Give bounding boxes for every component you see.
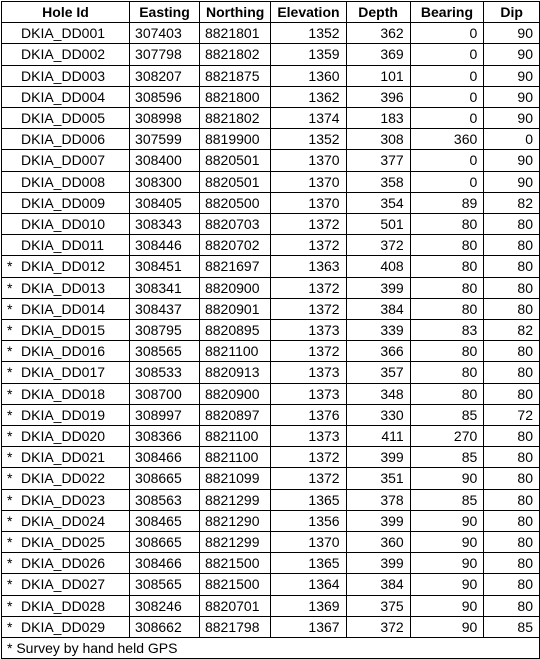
hole-id-cell [2, 277, 130, 298]
depth-cell: 358 [346, 171, 410, 192]
gps-survey-marker: * [7, 385, 13, 402]
northing-cell: 8821798 [199, 616, 270, 637]
bearing-cell: 89 [410, 192, 484, 213]
table-row [2, 510, 540, 531]
elevation-cell: 1365 [271, 553, 346, 574]
bearing-cell: 80 [410, 235, 484, 256]
easting-cell: 308343 [130, 214, 200, 235]
dip-cell: 80 [484, 298, 540, 319]
hole-id-cell [2, 108, 130, 129]
easting-cell: 308565 [130, 574, 200, 595]
easting-cell: 308795 [130, 320, 200, 341]
easting-cell: 308565 [130, 341, 200, 362]
hole-id: DKIA_DD008 [21, 173, 106, 190]
gps-survey-marker: * [7, 428, 13, 445]
easting-cell: 308596 [130, 86, 200, 107]
bearing-cell: 85 [410, 489, 484, 510]
bearing-cell: 80 [410, 256, 484, 277]
hole-id-cell [2, 65, 130, 86]
elevation-cell: 1372 [271, 214, 346, 235]
table-row [2, 341, 540, 362]
hole-id-cell [2, 320, 130, 341]
dip-cell: 82 [484, 192, 540, 213]
dip-cell: 80 [484, 383, 540, 404]
elevation-cell: 1352 [271, 23, 346, 44]
depth-cell: 348 [346, 383, 410, 404]
hole-id-cell [2, 362, 130, 383]
northing-cell: 8820702 [199, 235, 270, 256]
elevation-cell: 1362 [271, 86, 346, 107]
northing-cell: 8820901 [199, 298, 270, 319]
hole-id-cell [2, 150, 130, 171]
gps-survey-marker: * [7, 364, 13, 381]
dip-cell: 90 [484, 108, 540, 129]
hole-id: DKIA_DD024 [21, 512, 106, 529]
easting-cell: 308246 [130, 595, 200, 616]
gps-survey-marker: * [7, 343, 13, 360]
hole-id: DKIA_DD005 [21, 110, 106, 127]
elevation-cell: 1373 [271, 320, 346, 341]
hole-id-cell [2, 235, 130, 256]
elevation-cell: 1372 [271, 341, 346, 362]
easting-cell: 308451 [130, 256, 200, 277]
hole-id: DKIA_DD013 [21, 279, 106, 296]
elevation-cell: 1363 [271, 256, 346, 277]
northing-cell: 8820897 [199, 404, 270, 425]
dip-cell: 80 [484, 362, 540, 383]
table-row [2, 468, 540, 489]
northing-cell: 8820703 [199, 214, 270, 235]
hole-id: DKIA_DD012 [21, 258, 106, 275]
elevation-cell: 1372 [271, 298, 346, 319]
bearing-cell: 85 [410, 404, 484, 425]
hole-id: DKIA_DD004 [21, 88, 106, 105]
bearing-cell: 80 [410, 298, 484, 319]
bearing-cell: 80 [410, 341, 484, 362]
elevation-cell: 1372 [271, 235, 346, 256]
hole-id-cell [2, 214, 130, 235]
northing-cell: 8820900 [199, 277, 270, 298]
bearing-cell: 80 [410, 383, 484, 404]
depth-cell: 369 [346, 44, 410, 65]
bearing-cell: 0 [410, 86, 484, 107]
northing-cell: 8821800 [199, 86, 270, 107]
depth-cell: 351 [346, 468, 410, 489]
depth-cell: 378 [346, 489, 410, 510]
northing-cell: 8821100 [199, 341, 270, 362]
bearing-cell: 90 [410, 553, 484, 574]
table-row [2, 192, 540, 213]
easting-cell: 308997 [130, 404, 200, 425]
table-row [2, 574, 540, 595]
dip-cell: 80 [484, 447, 540, 468]
hole-id: DKIA_DD021 [21, 449, 106, 466]
depth-cell: 384 [346, 574, 410, 595]
dip-cell: 80 [484, 489, 540, 510]
dip-cell: 90 [484, 171, 540, 192]
dip-cell: 80 [484, 553, 540, 574]
elevation-cell: 1373 [271, 426, 346, 447]
northing-cell: 8821100 [199, 426, 270, 447]
elevation-cell: 1365 [271, 489, 346, 510]
elevation-cell: 1360 [271, 65, 346, 86]
table-row [2, 320, 540, 341]
northing-cell: 8820701 [199, 595, 270, 616]
dip-cell: 80 [484, 214, 540, 235]
depth-cell: 354 [346, 192, 410, 213]
gps-survey-marker: * [7, 258, 13, 275]
northing-cell: 8821299 [199, 532, 270, 553]
hole-id-cell [2, 256, 130, 277]
bearing-cell: 270 [410, 426, 484, 447]
elevation-cell: 1364 [271, 574, 346, 595]
bearing-cell: 90 [410, 574, 484, 595]
hole-id: DKIA_DD027 [21, 576, 106, 593]
hole-id: DKIA_DD022 [21, 470, 106, 487]
easting-cell: 308207 [130, 65, 200, 86]
depth-cell: 360 [346, 532, 410, 553]
northing-cell: 8821802 [199, 108, 270, 129]
hole-id: DKIA_DD011 [21, 237, 105, 254]
bearing-cell: 90 [410, 532, 484, 553]
depth-cell: 357 [346, 362, 410, 383]
dip-cell: 80 [484, 532, 540, 553]
depth-cell: 372 [346, 616, 410, 637]
bearing-cell: 90 [410, 616, 484, 637]
depth-cell: 330 [346, 404, 410, 425]
bearing-cell: 85 [410, 447, 484, 468]
gps-survey-marker: * [7, 300, 13, 317]
elevation-cell: 1376 [271, 404, 346, 425]
bearing-cell: 0 [410, 65, 484, 86]
dip-cell: 80 [484, 468, 540, 489]
northing-cell: 8819900 [199, 129, 270, 150]
easting-cell: 308665 [130, 468, 200, 489]
easting-cell: 308341 [130, 277, 200, 298]
header-northing: Northing [199, 2, 270, 23]
northing-cell: 8820500 [199, 192, 270, 213]
table-row [2, 214, 540, 235]
hole-id-cell [2, 86, 130, 107]
header-bearing: Bearing [410, 2, 484, 23]
hole-id-cell [2, 510, 130, 531]
table-row [2, 616, 540, 637]
northing-cell: 8821099 [199, 468, 270, 489]
dip-cell: 72 [484, 404, 540, 425]
bearing-cell: 83 [410, 320, 484, 341]
elevation-cell: 1372 [271, 447, 346, 468]
dip-cell: 90 [484, 86, 540, 107]
dip-cell: 80 [484, 256, 540, 277]
elevation-cell: 1373 [271, 362, 346, 383]
easting-cell: 307798 [130, 44, 200, 65]
dip-cell: 90 [484, 150, 540, 171]
table-row [2, 489, 540, 510]
bearing-cell: 0 [410, 150, 484, 171]
gps-survey-marker: * [7, 512, 13, 529]
elevation-cell: 1372 [271, 468, 346, 489]
hole-id: DKIA_DD020 [21, 428, 106, 445]
header-hole-id: Hole Id [2, 2, 130, 23]
footnote: * Survey by hand held GPS [2, 638, 540, 659]
northing-cell: 8820895 [199, 320, 270, 341]
depth-cell: 399 [346, 447, 410, 468]
gps-survey-marker: * [7, 491, 13, 508]
elevation-cell: 1352 [271, 129, 346, 150]
dip-cell: 80 [484, 277, 540, 298]
northing-cell: 8821500 [199, 553, 270, 574]
bearing-cell: 0 [410, 44, 484, 65]
easting-cell: 308366 [130, 426, 200, 447]
table-row [2, 108, 540, 129]
table-body [2, 23, 540, 638]
hole-id-cell [2, 616, 130, 637]
hole-id: DKIA_DD002 [21, 46, 106, 63]
hole-id-cell [2, 383, 130, 404]
hole-id-cell [2, 192, 130, 213]
hole-id-cell [2, 595, 130, 616]
hole-id-cell [2, 574, 130, 595]
header-dip: Dip [484, 2, 540, 23]
easting-cell: 308437 [130, 298, 200, 319]
hole-id-cell [2, 447, 130, 468]
dip-cell: 80 [484, 574, 540, 595]
elevation-cell: 1356 [271, 510, 346, 531]
dip-cell: 82 [484, 320, 540, 341]
table-row [2, 150, 540, 171]
dip-cell: 80 [484, 235, 540, 256]
northing-cell: 8821801 [199, 23, 270, 44]
northing-cell: 8821500 [199, 574, 270, 595]
northing-cell: 8821697 [199, 256, 270, 277]
table-row [2, 383, 540, 404]
easting-cell: 308700 [130, 383, 200, 404]
easting-cell: 308662 [130, 616, 200, 637]
table-row [2, 129, 540, 150]
hole-id: DKIA_DD023 [21, 491, 106, 508]
easting-cell: 307599 [130, 129, 200, 150]
northing-cell: 8820913 [199, 362, 270, 383]
table-row [2, 171, 540, 192]
hole-id-cell [2, 553, 130, 574]
northing-cell: 8821299 [199, 489, 270, 510]
hole-id-cell [2, 44, 130, 65]
hole-id: DKIA_DD001 [21, 25, 106, 42]
hole-id: DKIA_DD003 [21, 67, 106, 84]
northing-cell: 8820501 [199, 171, 270, 192]
table-row [2, 44, 540, 65]
footnote-row [2, 638, 540, 659]
depth-cell: 366 [346, 341, 410, 362]
bearing-cell: 0 [410, 108, 484, 129]
hole-id-cell [2, 298, 130, 319]
easting-cell: 308446 [130, 235, 200, 256]
gps-survey-marker: * [7, 597, 13, 614]
hole-id: DKIA_DD017 [21, 364, 106, 381]
table-row [2, 256, 540, 277]
header-depth: Depth [346, 2, 410, 23]
elevation-cell: 1369 [271, 595, 346, 616]
easting-cell: 308665 [130, 532, 200, 553]
hole-id: DKIA_DD015 [21, 322, 106, 339]
hole-id-cell [2, 532, 130, 553]
bearing-cell: 90 [410, 510, 484, 531]
gps-survey-marker: * [7, 576, 13, 593]
gps-survey-marker: * [7, 406, 13, 423]
dip-cell: 80 [484, 595, 540, 616]
hole-id: DKIA_DD007 [21, 152, 106, 169]
hole-id: DKIA_DD028 [21, 597, 106, 614]
dip-cell: 85 [484, 616, 540, 637]
header-easting: Easting [130, 2, 200, 23]
hole-id: DKIA_DD029 [21, 618, 106, 635]
gps-survey-marker: * [7, 470, 13, 487]
dip-cell: 0 [484, 129, 540, 150]
northing-cell: 8821802 [199, 44, 270, 65]
depth-cell: 396 [346, 86, 410, 107]
depth-cell: 399 [346, 510, 410, 531]
dip-cell: 90 [484, 44, 540, 65]
gps-survey-marker: * [7, 449, 13, 466]
table-row [2, 235, 540, 256]
hole-id: DKIA_DD026 [21, 555, 106, 572]
easting-cell: 308998 [130, 108, 200, 129]
northing-cell: 8820900 [199, 383, 270, 404]
header-row [2, 2, 540, 23]
northing-cell: 8820501 [199, 150, 270, 171]
gps-survey-marker: * [7, 534, 13, 551]
dip-cell: 80 [484, 426, 540, 447]
hole-id: DKIA_DD010 [21, 216, 106, 233]
elevation-cell: 1370 [271, 171, 346, 192]
table-row [2, 65, 540, 86]
bearing-cell: 360 [410, 129, 484, 150]
bearing-cell: 0 [410, 23, 484, 44]
gps-survey-marker: * [7, 555, 13, 572]
dip-cell: 90 [484, 23, 540, 44]
dip-cell: 90 [484, 65, 540, 86]
elevation-cell: 1373 [271, 383, 346, 404]
bearing-cell: 80 [410, 214, 484, 235]
depth-cell: 411 [346, 426, 410, 447]
bearing-cell: 90 [410, 595, 484, 616]
hole-id: DKIA_DD014 [21, 300, 106, 317]
header-elevation: Elevation [271, 2, 346, 23]
northing-cell: 8821290 [199, 510, 270, 531]
depth-cell: 399 [346, 553, 410, 574]
elevation-cell: 1374 [271, 108, 346, 129]
easting-cell: 308400 [130, 150, 200, 171]
elevation-cell: 1372 [271, 277, 346, 298]
hole-id-cell [2, 426, 130, 447]
depth-cell: 362 [346, 23, 410, 44]
hole-id-cell [2, 171, 130, 192]
depth-cell: 399 [346, 277, 410, 298]
depth-cell: 375 [346, 595, 410, 616]
depth-cell: 308 [346, 129, 410, 150]
table-row [2, 426, 540, 447]
bearing-cell: 90 [410, 468, 484, 489]
depth-cell: 101 [346, 65, 410, 86]
easting-cell: 308563 [130, 489, 200, 510]
hole-id: DKIA_DD025 [21, 534, 106, 551]
elevation-cell: 1359 [271, 44, 346, 65]
hole-id-cell [2, 468, 130, 489]
elevation-cell: 1370 [271, 150, 346, 171]
bearing-cell: 0 [410, 171, 484, 192]
gps-survey-marker: * [7, 618, 13, 635]
depth-cell: 501 [346, 214, 410, 235]
hole-id-cell [2, 404, 130, 425]
dip-cell: 80 [484, 341, 540, 362]
table-row [2, 404, 540, 425]
hole-id: DKIA_DD019 [21, 406, 106, 423]
hole-id: DKIA_DD009 [21, 194, 106, 211]
northing-cell: 8821100 [199, 447, 270, 468]
easting-cell: 308465 [130, 510, 200, 531]
elevation-cell: 1370 [271, 192, 346, 213]
table-row [2, 23, 540, 44]
easting-cell: 308533 [130, 362, 200, 383]
elevation-cell: 1370 [271, 532, 346, 553]
easting-cell: 308466 [130, 553, 200, 574]
table-row [2, 277, 540, 298]
hole-id: DKIA_DD018 [21, 385, 106, 402]
northing-cell: 8821875 [199, 65, 270, 86]
bearing-cell: 80 [410, 277, 484, 298]
depth-cell: 377 [346, 150, 410, 171]
easting-cell: 308405 [130, 192, 200, 213]
hole-id-cell [2, 489, 130, 510]
gps-survey-marker: * [7, 279, 13, 296]
hole-id: DKIA_DD006 [21, 131, 106, 148]
bearing-cell: 80 [410, 362, 484, 383]
hole-id-cell [2, 341, 130, 362]
easting-cell: 308300 [130, 171, 200, 192]
table-row [2, 362, 540, 383]
easting-cell: 307403 [130, 23, 200, 44]
depth-cell: 339 [346, 320, 410, 341]
table-row [2, 447, 540, 468]
elevation-cell: 1367 [271, 616, 346, 637]
depth-cell: 372 [346, 235, 410, 256]
table-row [2, 595, 540, 616]
gps-survey-marker: * [7, 322, 13, 339]
table-row [2, 532, 540, 553]
depth-cell: 384 [346, 298, 410, 319]
table-row [2, 86, 540, 107]
hole-id-cell [2, 129, 130, 150]
table-row [2, 553, 540, 574]
depth-cell: 183 [346, 108, 410, 129]
drillhole-survey-table [1, 1, 540, 659]
hole-id-cell [2, 23, 130, 44]
table-row [2, 298, 540, 319]
depth-cell: 408 [346, 256, 410, 277]
hole-id: DKIA_DD016 [21, 343, 106, 360]
easting-cell: 308466 [130, 447, 200, 468]
dip-cell: 80 [484, 510, 540, 531]
